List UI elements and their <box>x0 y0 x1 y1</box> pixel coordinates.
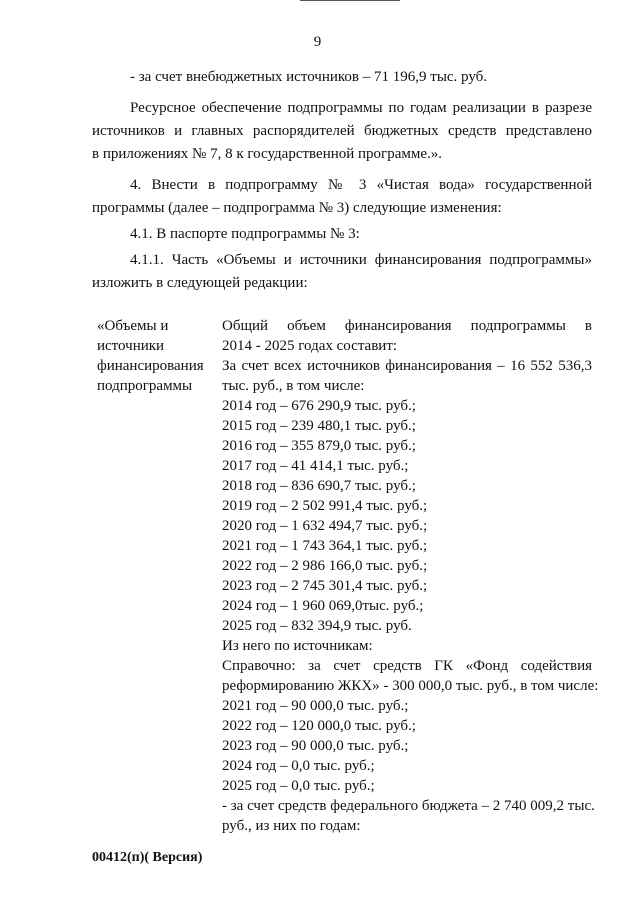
offbudget-line: - за счет внебюджетных источников – 71 196,9 тыс. руб. <box>130 69 488 85</box>
total-line2: 2014 - 2025 годах составит: <box>222 338 398 354</box>
year-line: 2022 год – 2 986 166,0 тыс. руб.; <box>222 558 428 574</box>
federal-line1: - за счет средств федерального бюджета – 2 740 009,2 тыс. <box>222 798 595 814</box>
table-right-cell <box>222 316 599 836</box>
top-rule <box>300 0 400 1</box>
resource-para-line3: в приложениях № 7, 8 к государственной программе.». <box>92 146 443 162</box>
fund-line1: Справочно: за счет средств ГК «Фонд содействия <box>222 658 592 674</box>
item41: 4.1. В паспорте подпрограммы № 3: <box>130 226 360 242</box>
all-sources-line2: тыс. руб., в том числе: <box>222 378 365 394</box>
left-cell-line: «Объемы и <box>97 318 169 334</box>
item4-line2: программы (далее – подпрограмма № 3) следующие изменения: <box>92 200 502 216</box>
fund-year-line: 2021 год – 90 000,0 тыс. руб.; <box>222 698 409 714</box>
year-line: 2019 год – 2 502 991,4 тыс. руб.; <box>222 498 428 514</box>
left-cell-line: финансирования <box>97 358 204 374</box>
year-line: 2016 год – 355 879,0 тыс. руб.; <box>222 438 416 454</box>
federal-line2: руб., из них по годам: <box>222 818 361 834</box>
page-number: 9 <box>313 34 322 50</box>
year-line: 2025 год – 832 394,9 тыс. руб. <box>222 618 412 634</box>
table-left-cell <box>97 316 204 396</box>
year-line: 2015 год – 239 480,1 тыс. руб.; <box>222 418 416 434</box>
total-line1: Общий объем финансирования подпрограммы в <box>222 318 592 334</box>
resource-para-line1: Ресурсное обеспечение подпрограммы по годам реализации в разрезе <box>130 100 592 116</box>
fund-year-line: 2022 год – 120 000,0 тыс. руб.; <box>222 718 416 734</box>
item4-line1: 4. Внести в подпрограмму № 3 «Чистая вода» государственной <box>130 177 592 193</box>
left-cell-line: подпрограммы <box>97 378 193 394</box>
all-sources-line1: За счет всех источников финансирования – 16 552 536,3 <box>222 358 592 374</box>
by-sources-line: Из него по источникам: <box>222 638 373 654</box>
document-footer-code: 00412(п)( Версия) <box>92 850 203 865</box>
year-line: 2014 год – 676 290,9 тыс. руб.; <box>222 398 416 414</box>
year-line: 2020 год – 1 632 494,7 тыс. руб.; <box>222 518 428 534</box>
fund-year-line: 2024 год – 0,0 тыс. руб.; <box>222 758 375 774</box>
fund-year-line: 2023 год – 90 000,0 тыс. руб.; <box>222 738 409 754</box>
year-line: 2024 год – 1 960 069,0тыс. руб.; <box>222 598 424 614</box>
year-line: 2018 год – 836 690,7 тыс. руб.; <box>222 478 416 494</box>
item411-line2: изложить в следующей редакции: <box>92 275 308 291</box>
item411-line1: 4.1.1. Часть «Объемы и источники финансирования подпрограммы» <box>130 252 592 268</box>
fund-year-line: 2025 год – 0,0 тыс. руб.; <box>222 778 375 794</box>
year-line: 2017 год – 41 414,1 тыс. руб.; <box>222 458 409 474</box>
fund-line2: реформированию ЖКХ» - 300 000,0 тыс. руб., в том числе: <box>222 678 599 694</box>
year-line: 2021 год – 1 743 364,1 тыс. руб.; <box>222 538 428 554</box>
year-line: 2023 год – 2 745 301,4 тыс. руб.; <box>222 578 428 594</box>
resource-para-line2: источников и главных распорядителей бюджетных средств представлено <box>92 123 592 139</box>
left-cell-line: источники <box>97 338 165 354</box>
